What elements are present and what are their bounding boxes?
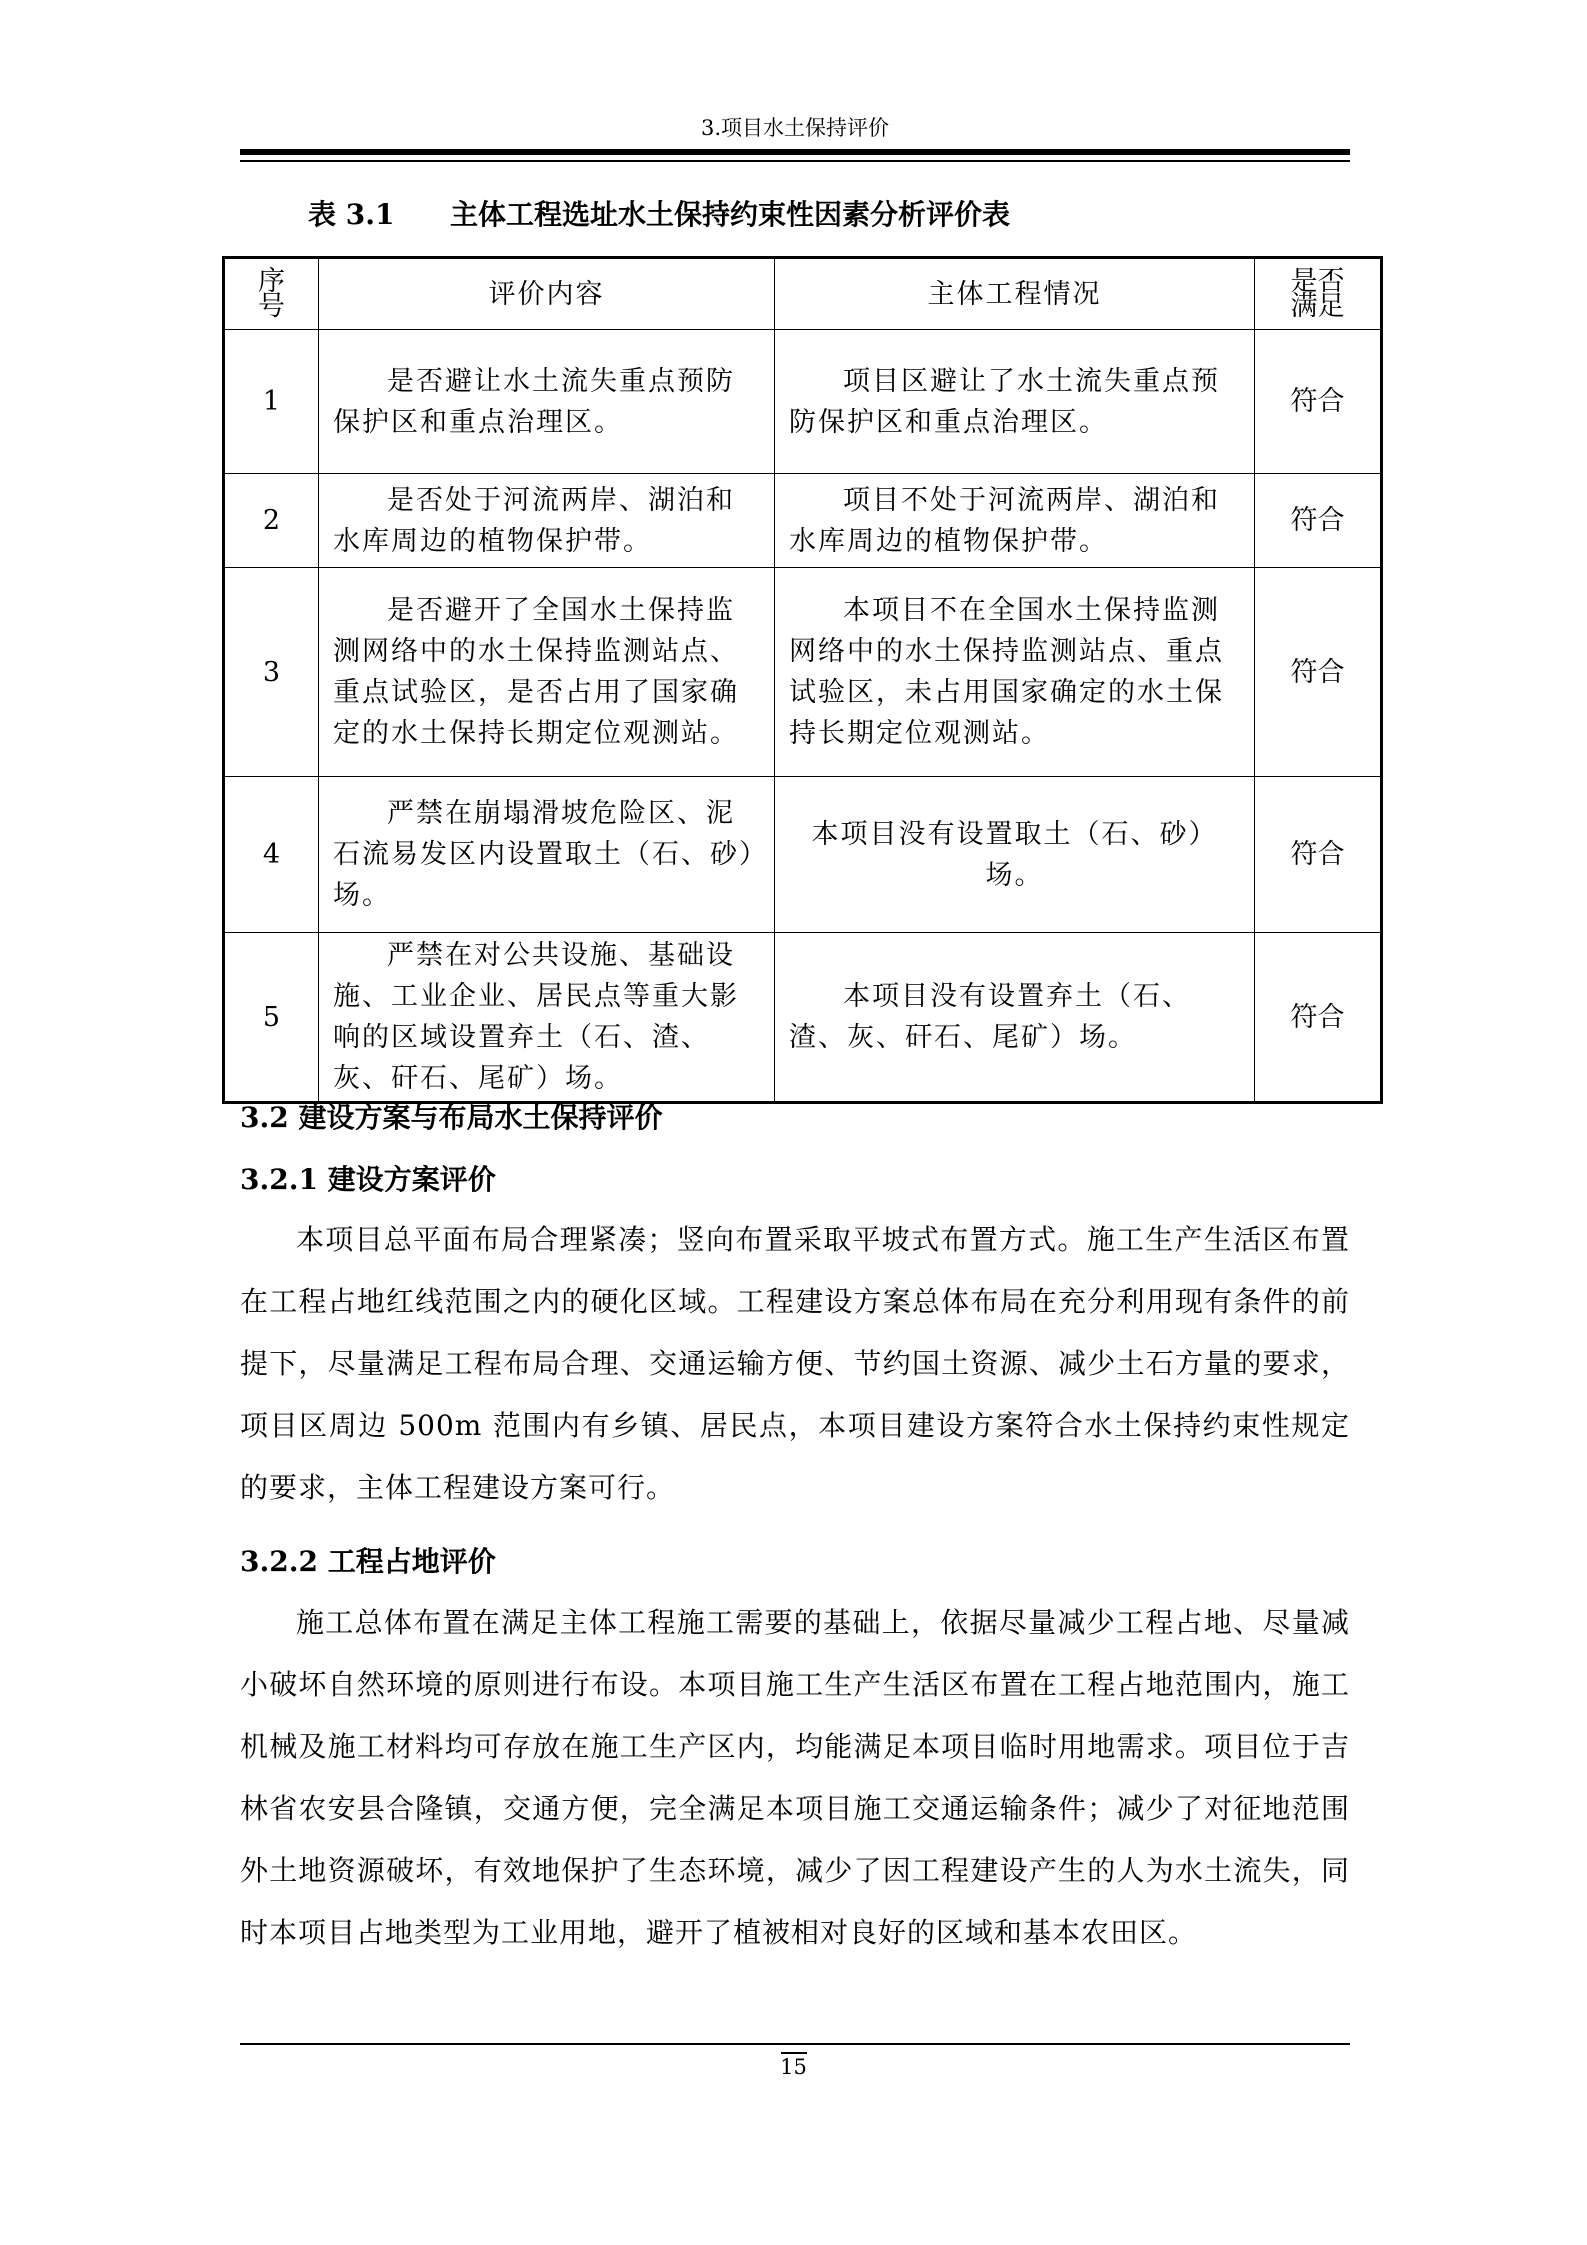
row-content: 严禁在对公共设施、基础设施、工业企业、居民点等重大影响的区域设置弃土（石、渣、灰、矸石、尾矿）场。 bbox=[319, 933, 775, 1103]
row-result: 符合 bbox=[1255, 330, 1382, 474]
row-number: 5 bbox=[224, 933, 319, 1103]
row-situation: 项目区避让了水土流失重点预防保护区和重点治理区。 bbox=[775, 330, 1255, 474]
section-heading-3-2: 3.2 建设方案与布局水土保持评价 bbox=[240, 1101, 663, 1134]
page-number-dash bbox=[781, 2052, 807, 2054]
row-number: 1 bbox=[224, 330, 319, 474]
row-content: 严禁在崩塌滑坡危险区、泥石流易发区内设置取土（石、砂）场。 bbox=[319, 777, 775, 933]
row-result: 符合 bbox=[1255, 474, 1382, 568]
row-content: 是否避开了全国水土保持监测网络中的水土保持监测站点、重点试验区，是否占用了国家确定的水土保持长期定位观测站。 bbox=[319, 568, 775, 777]
row-result: 符合 bbox=[1255, 933, 1382, 1103]
footer-rule bbox=[240, 2043, 1350, 2045]
header-rule-thin bbox=[240, 160, 1350, 162]
constraint-evaluation-table bbox=[222, 256, 1383, 1104]
table-row bbox=[224, 933, 1382, 1103]
table-caption-number: 表 3.1 bbox=[308, 198, 395, 231]
row-situation: 本项目没有设置弃土（石、渣、灰、矸石、尾矿）场。 bbox=[775, 933, 1255, 1103]
paragraph-3-2-2: 施工总体布置在满足主体工程施工需要的基础上，依据尽量减少工程占地、尽量减小破坏自然环境的原则进行布设。本项目施工生产生活区布置在工程占地范围内，施工机械及施工材料均可存放在施工生产区内，均能满足本项目临时用地需求。项目位于吉林省农安县合隆镇，交通方便，完全满足本项目施工交通运输条件；减少了对征地范围外土地资源破坏，有效地保护了生态环境，减少了因工程建设产生的人为水土流失，同时本项目占地类型为工业用地，避开了植被相对良好的区域和基本农田区。 bbox=[240, 1606, 1350, 1949]
page-number: 15 bbox=[780, 2055, 807, 2079]
row-number: 4 bbox=[224, 777, 319, 933]
table-row bbox=[224, 474, 1382, 568]
table-row bbox=[224, 777, 1382, 933]
table-header-row bbox=[224, 258, 1382, 330]
row-number: 3 bbox=[224, 568, 319, 777]
col-header-satisfied: 是否满足 bbox=[1255, 258, 1382, 330]
table-caption-title: 主体工程选址水土保持约束性因素分析评价表 bbox=[450, 198, 1011, 231]
row-content: 是否处于河流两岸、湖泊和水库周边的植物保护带。 bbox=[319, 474, 775, 568]
row-result: 符合 bbox=[1255, 777, 1382, 933]
col-header-no: 序号 bbox=[224, 258, 319, 330]
section-heading-3-2-2: 3.2.2 工程占地评价 bbox=[240, 1545, 496, 1578]
section-heading-3-2-1: 3.2.1 建设方案评价 bbox=[240, 1163, 496, 1196]
col-header-situation: 主体工程情况 bbox=[775, 258, 1255, 330]
row-situation: 项目不处于河流两岸、湖泊和水库周边的植物保护带。 bbox=[775, 474, 1255, 568]
row-number: 2 bbox=[224, 474, 319, 568]
paragraph-3-2-1: 本项目总平面布局合理紧凑；竖向布置采取平坡式布置方式。施工生产生活区布置在工程占地红线范围之内的硬化区域。工程建设方案总体布局在充分利用现有条件的前提下，尽量满足工程布局合理、交通运输方便、节约国土资源、减少土石方量的要求，项目区周边 500m 范围内有乡镇、居民点，本项目建设方案符合水土保持约束性规定的要求，主体工程建设方案可行。 bbox=[240, 1223, 1350, 1504]
header-rule-thick bbox=[240, 149, 1350, 155]
row-situation: 本项目不在全国水土保持监测网络中的水土保持监测站点、重点试验区，未占用国家确定的水土保持长期定位观测站。 bbox=[775, 568, 1255, 777]
row-situation: 本项目没有设置取土（石、砂）场。 bbox=[775, 777, 1255, 933]
row-content: 是否避让水土流失重点预防保护区和重点治理区。 bbox=[319, 330, 775, 474]
running-header: 3.项目水土保持评价 bbox=[700, 116, 890, 140]
table-row bbox=[224, 330, 1382, 474]
col-header-content: 评价内容 bbox=[319, 258, 775, 330]
table-row bbox=[224, 568, 1382, 777]
row-result: 符合 bbox=[1255, 568, 1382, 777]
